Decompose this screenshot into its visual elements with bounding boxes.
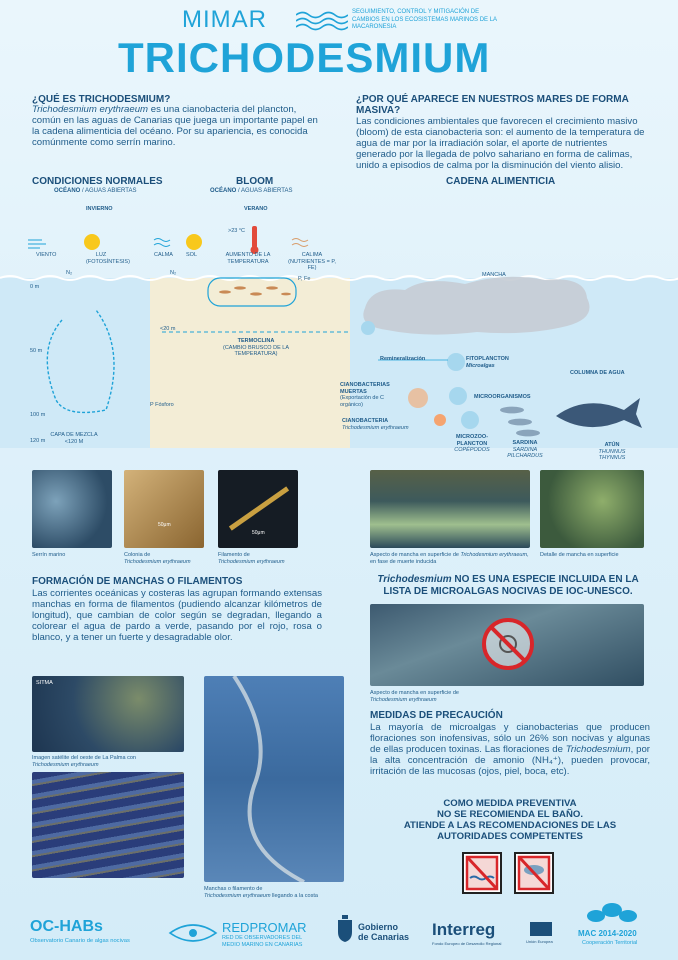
viento-label: VIENTO — [36, 252, 57, 258]
remineralization-icon — [361, 321, 375, 335]
caption-colonia — [124, 552, 191, 565]
medidas-text-1: La mayoría de microalgas y cianobacterias que producen floraciones son inofensivas, sólo un 26% son nocivas y algunas de ellas producen toxinas. Las floraciones de — [370, 722, 650, 755]
caption-filamento-b: Trichodesmium erythraeum — [218, 558, 285, 565]
sardina-sub: SARDINA PILCHARDUS — [507, 446, 543, 459]
invierno-label: INVIERNO — [86, 206, 113, 212]
microorganismos-label: MICROORGANISMOS — [474, 394, 531, 400]
sol-label: SOL — [186, 252, 198, 258]
fitoplancton-text: FITOPLANCTON — [466, 356, 509, 362]
photo-filamento — [218, 470, 298, 548]
luz-label — [86, 252, 130, 265]
caption-satelite-a: Imagen satélite del oeste de La Palma con — [32, 755, 136, 761]
redpromar-eye-icon — [168, 922, 218, 944]
calima-text: CALIMA — [301, 252, 323, 258]
ciano-muertas-label — [340, 382, 402, 408]
microzoo-label — [450, 434, 494, 454]
caption-costa-c: llegando a la costa — [270, 892, 318, 899]
filament-streak-icon — [204, 676, 344, 882]
medidas-sci: Trichodesmium — [565, 744, 631, 755]
no-especie-text: NO ES UNA ESPECIE INCLUIDA EN LA LISTA DE MICROALGAS NOCIVAS DE IOC-UNESCO. — [383, 574, 639, 597]
filament-shape — [229, 486, 289, 530]
caption-mancha-c: , en fase de muerte inducida — [370, 552, 529, 565]
copepodos-text: COPÉPODOS — [454, 447, 490, 453]
food-chain-diagram — [0, 170, 678, 460]
photo-serrin — [32, 470, 112, 548]
fosforo-label: P Fósforo — [150, 402, 174, 408]
preventiva-l2: NO SE RECOMIENDA EL BAÑO. — [436, 809, 584, 820]
gobierno-shield-icon — [336, 914, 354, 944]
sardina-text: SARDINA — [512, 440, 538, 446]
calma-label: CALMA — [154, 252, 173, 258]
nutrientes-text: (NUTRIENTES = P, FE) — [288, 258, 336, 271]
no-especie-sci: Trichodesmium — [377, 574, 452, 585]
bloom-title: BLOOM — [236, 176, 274, 187]
caption-detalle: Detalle de mancha en superficie — [540, 552, 619, 558]
normal-sub-b: / AGUAS ABIERTAS — [80, 188, 137, 194]
temp-label: >23 °C — [228, 228, 246, 234]
page-title: TRICHODESMIUM — [118, 34, 491, 81]
cadena-title: CADENA ALIMENTICIA — [446, 176, 556, 187]
normal-sub — [54, 188, 136, 194]
bloom-sub — [210, 188, 292, 194]
caption-costa-b: Trichodesmium erythraeum — [204, 892, 271, 899]
cianobacteria-text: CIANOBACTERIA — [342, 418, 389, 424]
interreg-sub: Fondo Europeo de Desarrollo Regional — [432, 941, 502, 946]
caption-filamento — [218, 552, 285, 565]
que-es-sci-name: Trichodesmium erythraeum — [32, 104, 149, 115]
caption-mancha-muerte — [370, 552, 534, 565]
termoclina-sub: (CAMBIO BRUSCO DE LA TEMPERATURA) — [222, 344, 289, 357]
calm-icon — [154, 239, 170, 247]
depth-120: 120 m — [30, 438, 46, 444]
capa-text: CAPA DE MEZCLA — [50, 432, 98, 438]
caption-costa-a: Manchas o filamento de — [204, 886, 263, 892]
mac-islands-icon — [584, 900, 640, 928]
sun-icon — [84, 234, 100, 250]
remineralizacion-label: Remineralización — [380, 356, 426, 362]
microzoo-text: MICROZOO-PLANCTON — [455, 434, 489, 447]
scale-bar-1: 50μm — [158, 522, 171, 528]
gobierno-l1: Gobierno — [358, 922, 398, 932]
capa-label — [46, 432, 102, 445]
caption-mancha-a: Aspecto de mancha en superficie de — [370, 552, 461, 558]
depth-lt20: <20 m — [160, 326, 176, 332]
cianobacteria-sub: Trichodesmium erythraeum — [342, 424, 409, 431]
ciano-muertas-text: CIANOBACTERIAS MUERTAS — [340, 382, 390, 395]
header-tagline: SEGUIMIENTO, CONTROL Y MITIGACIÓN DE CAMBIOS EN LOS ECOSISTEMAS MARINOS DE LA MACARONESIA — [352, 9, 497, 30]
depth-100: 100 m — [30, 412, 46, 418]
verano-label: VERANO — [244, 206, 268, 212]
photo-aspecto — [370, 604, 644, 686]
mancha-label: MANCHA — [482, 272, 506, 278]
n2-bloom-label: N₂ — [170, 270, 177, 276]
atun-sub: THUNNUS THYNNUS — [598, 448, 626, 461]
cyanobacteria-icon — [434, 414, 446, 426]
mac-logo: MAC 2014-2020 — [578, 929, 637, 938]
dust-icon — [292, 239, 308, 247]
caption-satelite — [32, 755, 136, 768]
interreg-logo: Interreg — [432, 920, 496, 939]
caption-costa — [204, 886, 318, 899]
pfe-label: P, Fe — [298, 276, 311, 282]
bloom-sub-b: / AGUAS ABIERTAS — [236, 188, 293, 194]
preventiva-l1: COMO MEDIDA PREVENTIVA — [443, 798, 577, 809]
sardina-label — [500, 440, 550, 460]
photo-detalle — [540, 470, 644, 548]
microalgas-text: Microalgas — [466, 362, 495, 369]
redpromar-sub-2: MEDIO MARINO EN CANARIAS — [222, 941, 303, 948]
gobierno-logo — [358, 922, 409, 942]
depth-50: 50 m — [30, 348, 43, 354]
que-es-text — [32, 104, 322, 148]
sitma-label: SITMA — [36, 680, 53, 686]
microorganisms-icon — [449, 387, 467, 405]
que-es-body: es una cianobacteria del plancton, común en las aguas de Canarias que juega un importante papel en la cadena alimenticia del océano. Por su apariencia, es conocida comúnmente como serrín marino. — [32, 104, 318, 148]
header-mimar: MIMAR — [182, 6, 267, 33]
preventiva-l3: ATIENDE A LAS RECOMENDACIONES DE LAS AUTORIDADES COMPETENTES — [403, 820, 617, 842]
atun-label — [590, 442, 634, 462]
photo-colonia — [124, 470, 204, 548]
mac-sub: Cooperación Territorial — [582, 940, 638, 946]
waves-logo-icon — [296, 10, 348, 32]
scale-bar-2: 50μm — [252, 530, 265, 536]
caption-filamento-a: Filamento de — [218, 552, 250, 558]
photo-costa — [204, 676, 344, 882]
atun-text: ATÚN — [604, 442, 620, 448]
calima-label — [284, 252, 340, 272]
photo-mancha-muerte — [370, 470, 530, 548]
bloom-sub-a: OCÉANO — [210, 188, 237, 194]
por-que-title: ¿POR QUÉ APARECE EN NUESTROS MARES DE FORMA MASIVA? — [356, 94, 629, 116]
fitoplancton-label — [466, 356, 509, 369]
caption-satelite-b: Trichodesmium erythraeum — [32, 761, 99, 768]
wind-icon — [28, 240, 46, 248]
normal-water — [0, 278, 150, 448]
no-contact-sign-icon — [514, 852, 554, 894]
photo-satelite — [32, 676, 184, 752]
medidas-text-2: , por la alta concentración de amonio (NH₄⁺), pueden provocar, irritación de las mucosas (ojos, piel, boca, etc). — [370, 744, 650, 777]
luz-text: LUZ — [95, 252, 107, 258]
redpromar-sub — [222, 935, 302, 948]
eu-sub: Unión Europea — [526, 939, 553, 944]
formacion-title: FORMACIÓN DE MANCHAS O FILAMENTOS — [32, 576, 243, 587]
termoclina-text: TERMOCLINA — [237, 338, 275, 344]
preventiva-banner — [370, 798, 650, 842]
no-toxic-sign-icon — [480, 616, 536, 672]
ochabs-logo: OC-HABs — [30, 918, 103, 935]
thermometer-icon — [252, 226, 257, 248]
n2-normal-label: N₂ — [66, 270, 73, 276]
photo-filamentos-mar — [32, 772, 184, 878]
formacion-text: Las corrientes oceánicas y costeras las agrupan formando extensas manchas en forma de filamentos (pudiendo alcanzar kilómetros de longitud), que cambian de color según se degradan, llegando a colorear el agua de pardo a verde, pasando por el rojo, rosa o blanco, y a tener un fuerte y desagradable olor. — [32, 588, 322, 643]
medidas-title: MEDIDAS DE PRECAUCIÓN — [370, 710, 503, 721]
redpromar-sub-1: RED DE OBSERVADORES DEL — [222, 935, 303, 941]
termoclina-label — [218, 338, 294, 358]
caption-colonia-a: Colonia de — [124, 552, 151, 558]
columna-label: COLUMNA DE AGUA — [570, 370, 625, 376]
no-swim-sign-icon — [462, 852, 502, 894]
dead-cyanobacteria-icon — [408, 388, 428, 408]
caption-aspecto — [370, 690, 459, 703]
fotosintesis-text: (FOTOSÍNTESIS) — [86, 258, 130, 265]
caption-aspecto-a: Aspecto de mancha en superficie de — [370, 690, 459, 696]
ciano-muertas-sub: (Exportación de C orgánico) — [340, 395, 385, 408]
eu-flag-icon — [530, 922, 552, 936]
bloom-water — [150, 278, 350, 448]
no-especie-banner — [366, 574, 650, 598]
depth-0: 0 m — [30, 284, 40, 290]
medidas-text — [370, 722, 650, 777]
phytoplankton-icon — [447, 353, 465, 371]
que-es-title: ¿QUÉ ES TRICHODESMIUM? — [32, 94, 171, 105]
caption-mancha-b: Trichodesmium erythraeum — [460, 552, 528, 558]
aumento-label: AUMENTO DE LA TEMPERATURA — [225, 252, 271, 265]
cianobacteria-label — [342, 418, 426, 431]
gobierno-l2: de Canarias — [358, 932, 410, 942]
caption-aspecto-b: Trichodesmium erythraeum — [370, 696, 437, 703]
zooplankton-icon — [461, 411, 479, 429]
redpromar-logo: REDPROMAR — [222, 920, 307, 935]
ochabs-sub: Observatorio Canario de algas nocivas — [30, 938, 130, 944]
por-que-text: Las condiciones ambientales que favorecen el crecimiento masivo (bloom) de esta cianobacteria son: el aumento de la temperatura de agua de mar por la irradiación solar, el aporte de nutrientes generado por la llegada de polvo sahariano en forma de calimas, unido a episodios de calma por la disminución del viento alisio. — [356, 116, 645, 171]
sun-icon-bloom — [186, 234, 202, 250]
caption-serrin: Serrín marino — [32, 552, 66, 558]
capa-depth: <120 M — [64, 438, 84, 445]
caption-colonia-b: Trichodesmium erythraeum — [124, 558, 191, 565]
normal-title: CONDICIONES NORMALES — [32, 176, 163, 187]
normal-sub-a: OCÉANO — [54, 188, 81, 194]
